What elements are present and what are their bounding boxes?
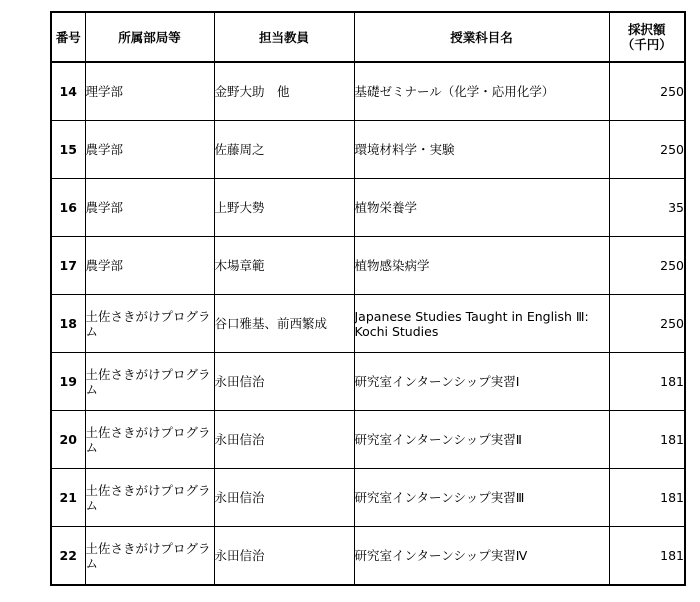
table-row bbox=[51, 527, 685, 586]
table-row bbox=[51, 121, 685, 179]
row-number: 19 bbox=[51, 353, 85, 411]
row-dept: 土佐さきがけプログラム bbox=[85, 353, 214, 411]
row-teacher: 金野大助 他 bbox=[214, 62, 354, 121]
row-teacher: 木場章範 bbox=[214, 237, 354, 295]
row-amount: 250 bbox=[609, 62, 685, 121]
row-amount: 250 bbox=[609, 295, 685, 353]
header-course: 授業科目名 bbox=[354, 12, 609, 62]
row-number: 15 bbox=[51, 121, 85, 179]
row-teacher: 上野大勢 bbox=[214, 179, 354, 237]
row-number: 14 bbox=[51, 62, 85, 121]
row-course: 植物感染病学 bbox=[354, 237, 609, 295]
row-amount: 181 bbox=[609, 469, 685, 527]
row-course: 研究室インターンシップ実習Ⅱ bbox=[354, 411, 609, 469]
row-course: 基礎ゼミナール（化学・応用化学） bbox=[354, 62, 609, 121]
row-teacher: 佐藤周之 bbox=[214, 121, 354, 179]
header-amount bbox=[609, 12, 685, 62]
row-dept: 農学部 bbox=[85, 237, 214, 295]
header-row bbox=[51, 12, 685, 62]
row-dept: 土佐さきがけプログラム bbox=[85, 527, 214, 586]
table-row bbox=[51, 469, 685, 527]
header-amount-line2: （千円） bbox=[621, 37, 672, 52]
row-course: 植物栄養学 bbox=[354, 179, 609, 237]
row-amount: 181 bbox=[609, 527, 685, 586]
row-dept: 農学部 bbox=[85, 179, 214, 237]
table-row bbox=[51, 237, 685, 295]
header-dept: 所属部局等 bbox=[85, 12, 214, 62]
row-dept: 理学部 bbox=[85, 62, 214, 121]
row-dept: 土佐さきがけプログラム bbox=[85, 411, 214, 469]
row-amount: 35 bbox=[609, 179, 685, 237]
row-course: 環境材料学・実験 bbox=[354, 121, 609, 179]
header-amount-line1: 採択額 bbox=[627, 22, 666, 37]
row-number: 21 bbox=[51, 469, 85, 527]
header-no: 番号 bbox=[51, 12, 85, 62]
row-amount: 250 bbox=[609, 121, 685, 179]
header-teacher: 担当教員 bbox=[214, 12, 354, 62]
row-course: 研究室インターンシップ実習Ⅲ bbox=[354, 469, 609, 527]
table-row bbox=[51, 295, 685, 353]
row-number: 16 bbox=[51, 179, 85, 237]
table-row bbox=[51, 353, 685, 411]
grant-table bbox=[50, 11, 686, 586]
row-course: 研究室インターンシップ実習Ⅳ bbox=[354, 527, 609, 586]
row-teacher: 永田信治 bbox=[214, 469, 354, 527]
row-teacher: 永田信治 bbox=[214, 353, 354, 411]
row-number: 20 bbox=[51, 411, 85, 469]
row-teacher: 谷口雅基、前西繁成 bbox=[214, 295, 354, 353]
row-amount: 250 bbox=[609, 237, 685, 295]
table-row bbox=[51, 179, 685, 237]
row-teacher: 永田信治 bbox=[214, 411, 354, 469]
row-course: 研究室インターンシップ実習Ⅰ bbox=[354, 353, 609, 411]
row-number: 22 bbox=[51, 527, 85, 586]
row-dept: 農学部 bbox=[85, 121, 214, 179]
row-dept: 土佐さきがけプログラム bbox=[85, 295, 214, 353]
row-dept: 土佐さきがけプログラム bbox=[85, 469, 214, 527]
row-teacher: 永田信治 bbox=[214, 527, 354, 586]
row-course: Japanese Studies Taught in English Ⅲ: Kochi Studies bbox=[354, 295, 609, 353]
row-number: 18 bbox=[51, 295, 85, 353]
row-amount: 181 bbox=[609, 353, 685, 411]
row-number: 17 bbox=[51, 237, 85, 295]
table-row bbox=[51, 411, 685, 469]
table-row bbox=[51, 62, 685, 121]
row-amount: 181 bbox=[609, 411, 685, 469]
